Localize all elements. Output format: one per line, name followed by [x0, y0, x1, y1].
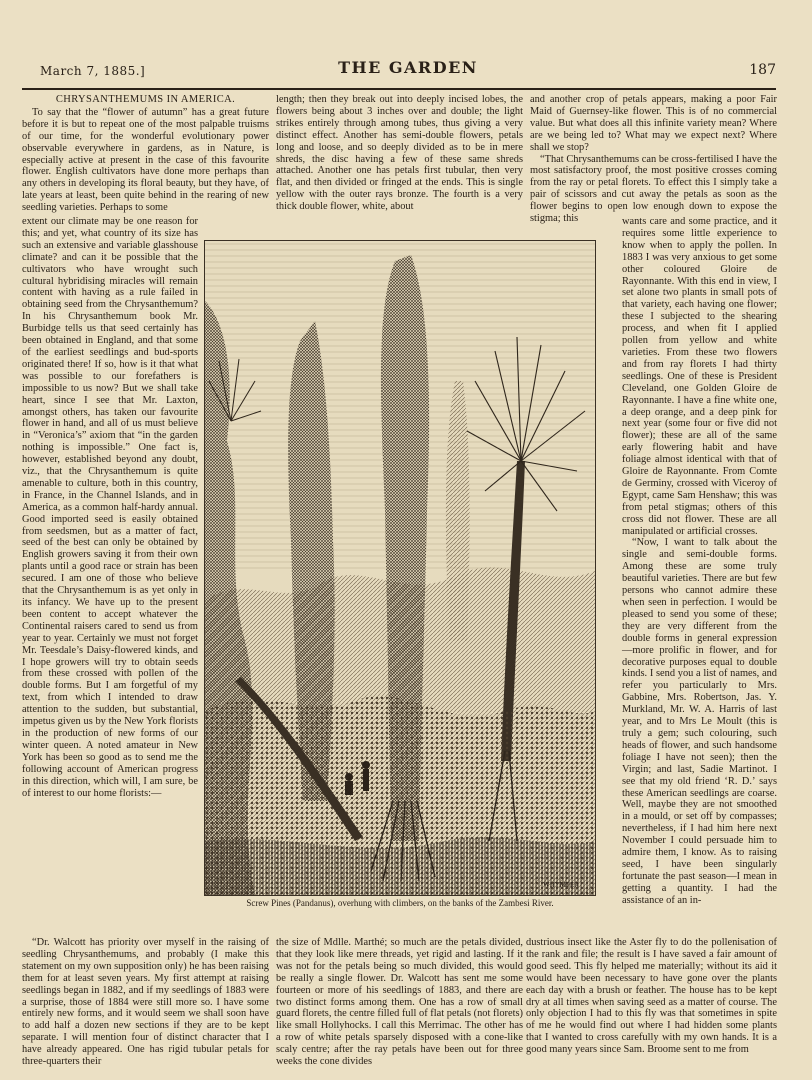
header-rule [22, 88, 776, 90]
engraver-signature: WHYMPER [543, 881, 579, 889]
publication-title: THE GARDEN [338, 58, 478, 77]
page-header [40, 58, 776, 88]
engraving-illustration [204, 240, 596, 896]
column-1-narrow [22, 216, 198, 930]
paragraph: “Now, I want to talk about the single and semi-double forms. Among these are some truly beautiful varieties. There are but few persons who cannot admire these when seen in perfection. I would be pleased to send you some of these; they are very different from the double forms in general expression—more prolific in flower, and for decorative purposes equal to double kinds. I send you a list of names, and refer you particularly to Mrs. Gabbine, Mrs. Robertson, Jas. Y. Murkland, Mr. W. A. Harris of last year, and to Mrs Le Moult (this is truly a gem; such colouring, such heads of flower, and such handsome foliage I have not seen); then the Virgin; and last, Sadie Martinot. I see that my old friend ‘R. D.’ says these American seedlings are coarse. Well, maybe they are not smoothed in a mould, or set off by compasses; nevertheless, if I had him here next November I could persuade him to admire them, I know. As to raising seed, I have been singularly fortunate the past season—I mean in getting a quantity. I had the assistance of an in- [622, 537, 777, 906]
column-1-bottom [22, 937, 269, 1073]
column-2-top [276, 94, 523, 216]
paragraph: To say that the “flower of autumn” has a great future before it is but to repeat one of the most palpable truisms of our time, for the wonderful evolutionary power observable everywhere in gardens, as in Nature, is especially active at present in the case of this favourite flower. English cultivators have done more perhaps than any others in developing its floral beauty, but they have, of late years at least, been quite behind in the rearing of new seedling varieties. Perhaps to some [22, 106, 269, 214]
column-1-top [22, 94, 269, 216]
article-heading: CHRYSANTHEMUMS IN AMERICA. [55, 94, 236, 105]
paragraph: dustrious insect like the Aster fly to do the pollenisation of the rank and file; the result is I have saved a fair amount of good seed. This fly helped me materially; without its aid it would have been necessary to have gone over the plants each day with a brush or feather. The house has to be kept dry at all times when saving seed as a matter of course. The only objection I had to this fly was that sometimes in spite of me he would find out where I had hidden some plants that I wanted to cross carefully with my own hands. It is a good many years since Sam. Broome sent to me from [526, 937, 777, 1056]
paragraph: length; then they break out into deeply incised lobes, the flowers being about 3 inches over and double; the light strikes entirely through among tubes, thus giving a very distinct effect. Another has semi-double flowers, petals long and loose, and so deeply divided as to be in mere shreds, the disc having a few of these same shreds attached. Another one has petals first tubular, then very flat, and then divided or fringed at the ends. This is single yellow with the outer rays bronze. The fourth is a very thick double flower, white, about [276, 94, 523, 213]
paragraph: and another crop of petals appears, making a poor Fair Maid of Guernsey-like flower. This is of no commercial value. But what does all this infinite variety mean? Where are we being led to? What may we expect next? Where shall we stop? [530, 94, 777, 153]
paragraph: “That Chrysanthemums can be cross-fertilised I have the most satisfactory proof, the most positive crosses coming from the ray or petal florets. To effect this I simply take a pair of scissors and cut away the petals as soon as the flower begins to open low enough down to expose the stigma; this [530, 153, 777, 225]
column-3-top [530, 94, 777, 225]
column-3-bottom [526, 937, 777, 1073]
column-3-narrow [622, 216, 777, 930]
paragraph: wants care and some practice, and it requires some little experience to know when to apply the pollen. In 1883 I was very anxious to get some other coloured Gloire de Rayonnante. With this end in view, I set alone two plants in small pots of that variety, each having one flower; these I subjected to the shearing process, and when fit I applied pollen from yellow and white varieties. From these two flowers and from ray florets I had thirty seedlings. One of these is President Cleveland, one Golden Gloire de Rayonnante. I have a fine white one, a deep orange, and a deep pink for next year (some four or five did not flower); these are all of the same early flowering habit and have foliage almost identical with that of Gloire de Rayonnante. From Comte de Germiny, crossed with Viceroy of Egypt, came Sam Henshaw; this was from petal stigmas; others of this cross did not flower. These are all manipulated or artificial crosses. [622, 216, 777, 537]
paragraph: the size of Mdlle. Marthé; so much are the petals divided, that they look like mere threads, yet rigid and lasting. If it was not for the petals being so much divided, this would be really a single flower. Dr. Walcott has sent me some fourteen or more of his seedlings of 1883, and there are two distinct forms among them. One has a row of small guard florets, the centre filled full of flat petals (not florets) like small Hollyhocks. I call this Merrimac. The other has a row of white petals sparsely disposed with a cone-like scaly centre; after the ray petals have been out for three weeks the cone divides [276, 937, 523, 1068]
column-2-bottom [276, 937, 523, 1073]
paragraph: “Dr. Walcott has priority over myself in the raising of seedling Chrysanthemums, and probably (I make this statement on my own supposition only) he has been raising them for at least seven years. My first attempt at raising seedlings began in 1882, and if my seedlings of 1883 were a surprise, those of 1884 were still more so. I have some entirely new forms, and it would seem we shall soon have to add half a dozen new sections if they are to be kept separate. I will mention four of distinct character that I have already appeared. One has rigid tubular petals for three-quarters their [22, 937, 269, 1068]
page-number: 187 [749, 62, 776, 78]
screw-pines-engraving [205, 241, 595, 895]
issue-date: March 7, 1885.] [40, 64, 146, 78]
paragraph: extent our climate may be one reason for this; and yet, what country of its size has such an extensive and variable glasshouse climate? and can it be possible that the cultivators who have wrought such cultural hybridising miracles will remain content with having as a rule failed in obtaining seed from the Chrysanthemum? In his Chrysanthemum book Mr. Burbidge tells us that seed certainly has been obtained in England, and that some of the earliest seedlings and bud-sports originated there! If so, how is it that what was possible to our forefathers is impossible to us now? But we shall take heart, since I see that Mr. Laxton, amongst others, has taken our favourite flower in hand, and all of us must believe in “Veronica’s” axiom that “in the garden nothing is impossible.” One fact is, however, established beyond any doubt, viz., that the Chrysanthemum is quite amenable to culture, both in this country, in France, in the Channel Islands, and in America, as a common half-hardy annual. Good imported seed is easily obtained from seedsmen, but as a matter of fact, seed of the best can only be obtained by English growers saving it from their own plants until a good race or strain has been secured. I am one of those who believe that the Chrysanthemum is as yet only in its infancy. We have up to the present been content to accept whatever the Continental raisers cared to send us from year to year. Certainly we must not forget Mr. Teesdale’s Daisy-flowered kinds, and I hope growers will try to obtain seeds from these crossed with pollen of the double forms. But I am forgetful of my text, from which I intended to draw attention to the sudden, but substantial, impetus given us by the New York florists in the production of new forms of our winter queen. A noted amateur in New York has been so good as to send me the following account of American progress in this direction, which will, I am sure, be of interest to our home florists:— [22, 216, 198, 799]
figure-caption: Screw Pines (Pandanus), overhung with climbers, on the banks of the Zambesi River. [246, 898, 554, 908]
